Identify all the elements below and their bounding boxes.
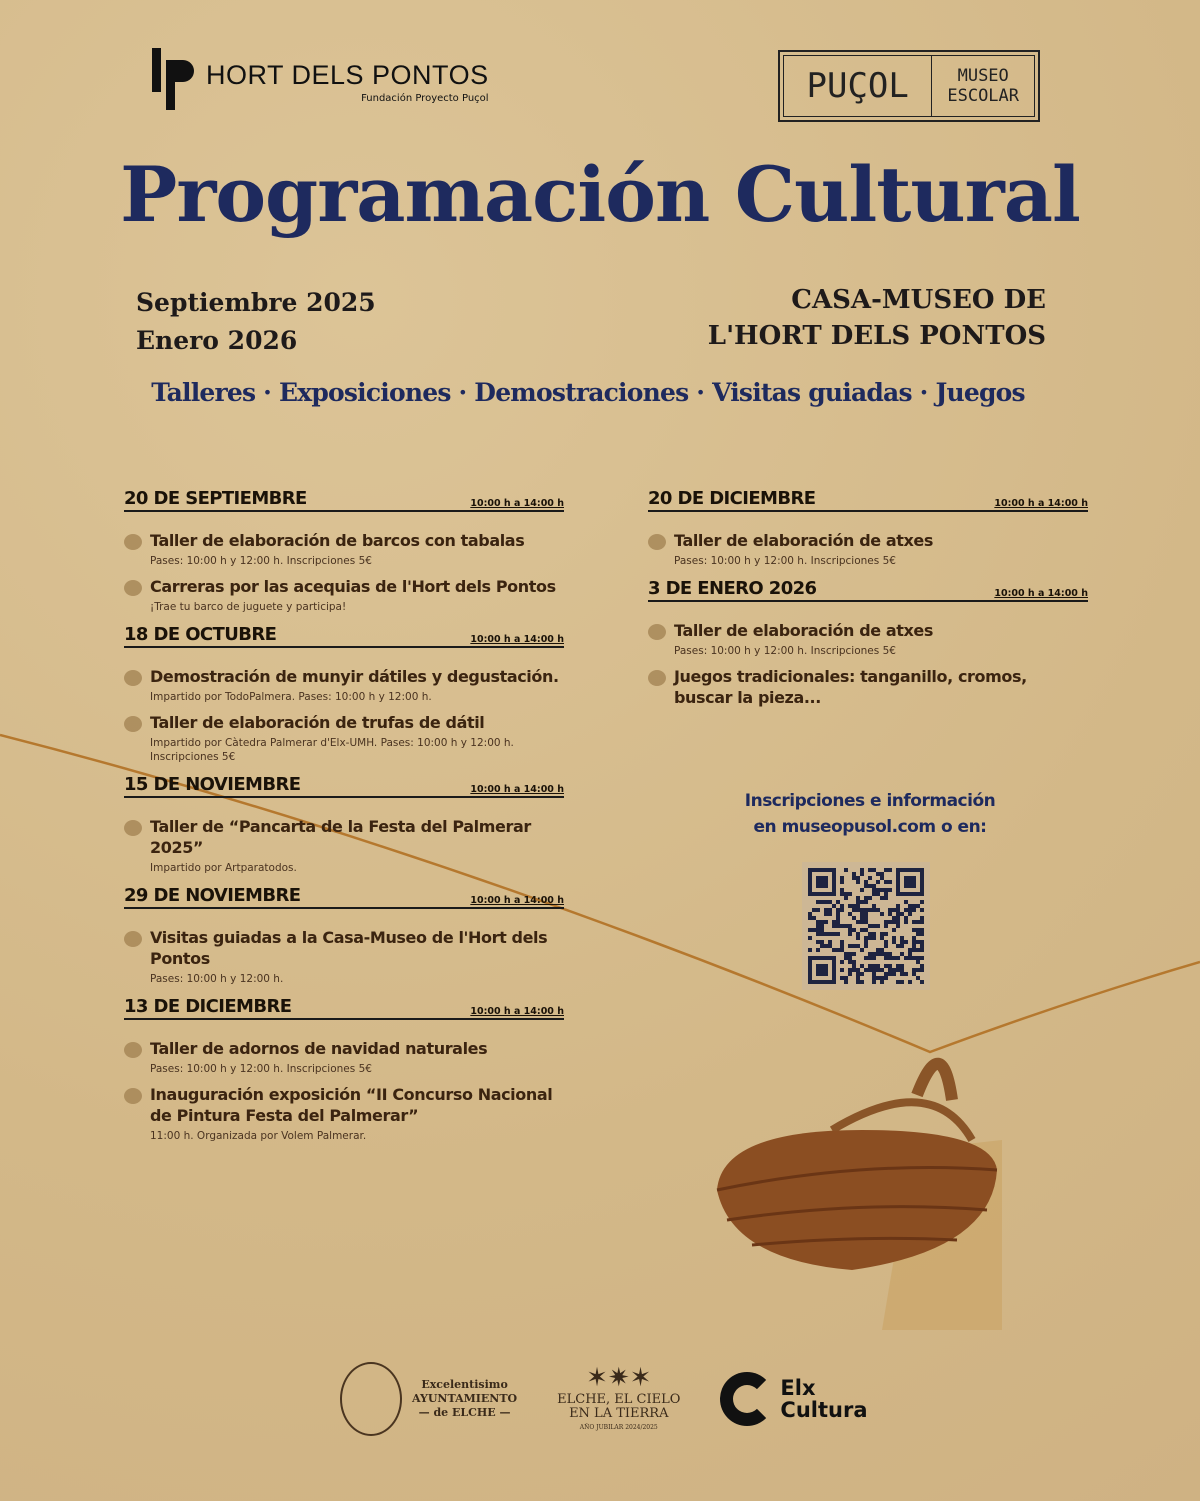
day-date: 3 DE ENERO 2026 <box>648 578 817 599</box>
elche-line3: AÑO JUBILAR 2024/2025 <box>579 1424 658 1431</box>
date-header <box>124 488 564 512</box>
elx-line1: Elx <box>780 1376 816 1400</box>
bullet-icon <box>124 534 142 550</box>
pucol-line1: MUSEO <box>957 65 1009 86</box>
event-name: Demostración de munyir dátiles y degustación. <box>150 667 559 686</box>
qr-code-icon <box>808 868 924 984</box>
elche-line2: EN LA TIERRA <box>569 1406 669 1421</box>
event-detail: Pases: 10:00 h y 12:00 h. Inscripciones 5€ <box>150 555 372 567</box>
event-detail: Impartido por Càtedra Palmerar d'Elx-UMH. Pases: 10:00 h y 12:00 h. Inscripciones 5€ <box>150 737 514 763</box>
hort-dels-pontos-mark-icon <box>152 48 196 110</box>
event-item <box>124 816 564 875</box>
date-end: Enero 2026 <box>136 326 298 355</box>
footer-logos <box>340 1362 868 1436</box>
event-detail: Impartido por Artparatodos. <box>150 862 297 874</box>
day-time: 10:00 h a 14:00 h <box>470 1006 564 1017</box>
info-line1: Inscripciones e información <box>744 791 996 811</box>
pucol-museo-escolar-logo <box>778 50 1040 122</box>
day-time: 10:00 h a 14:00 h <box>994 588 1088 599</box>
day-date: 29 DE NOVIEMBRE <box>124 885 301 906</box>
right-schedule-column <box>648 488 1088 718</box>
event-name: Carreras por las acequias de l'Hort dels Pontos <box>150 577 556 596</box>
day-date: 18 DE OCTUBRE <box>124 624 277 645</box>
bullet-icon <box>124 716 142 732</box>
activity-types: Talleres · Exposiciones · Demostraciones · Visitas guiadas · Juegos <box>151 378 1025 407</box>
event-item <box>648 666 1088 708</box>
basket-image <box>712 1030 1002 1330</box>
date-start: Septiembre 2025 <box>136 288 376 317</box>
date-header <box>124 996 564 1020</box>
day-time: 10:00 h a 14:00 h <box>994 498 1088 509</box>
ayto-line3: — de ELCHE — <box>418 1406 511 1419</box>
event-name: Taller de elaboración de atxes <box>674 621 934 640</box>
ayuntamiento-elche-logo <box>340 1362 517 1436</box>
date-header <box>124 624 564 648</box>
bullet-icon <box>648 624 666 640</box>
schedule-day <box>648 578 1088 708</box>
event-item <box>648 530 1088 568</box>
day-time: 10:00 h a 14:00 h <box>470 784 564 795</box>
schedule-day <box>124 774 564 875</box>
event-detail: Pases: 10:00 h y 12:00 h. Inscripciones 5€ <box>674 645 896 657</box>
pucol-name: PUÇOL <box>784 56 932 116</box>
palm-star-icon: ✶✷✶ <box>586 1363 652 1393</box>
bullet-icon <box>648 670 666 686</box>
event-item <box>124 1084 564 1143</box>
bullet-icon <box>124 1042 142 1058</box>
day-date: 20 DE DICIEMBRE <box>648 488 816 509</box>
event-item <box>124 530 564 568</box>
ayto-line1: Excelentisimo <box>421 1378 508 1391</box>
event-detail: Impartido por TodoPalmera. Pases: 10:00 h y 12:00 h. <box>150 691 432 703</box>
event-name: Taller de adornos de navidad naturales <box>150 1039 488 1058</box>
event-detail: Pases: 10:00 h y 12:00 h. Inscripciones 5€ <box>674 555 896 567</box>
info-line2: en museopusol.com o en: <box>753 817 987 837</box>
schedule-day <box>124 885 564 986</box>
hort-dels-pontos-logo <box>152 48 489 110</box>
elx-line2: Cultura <box>780 1398 868 1422</box>
day-time: 10:00 h a 14:00 h <box>470 895 564 906</box>
day-date: 20 DE SEPTIEMBRE <box>124 488 307 509</box>
event-item <box>124 576 564 614</box>
date-header <box>124 885 564 909</box>
event-detail: Pases: 10:00 h y 12:00 h. Inscripciones 5€ <box>150 1063 372 1075</box>
bullet-icon <box>648 534 666 550</box>
event-detail: ¡Trae tu barco de juguete y participa! <box>150 601 347 613</box>
event-detail: 11:00 h. Organizada por Volem Palmerar. <box>150 1130 367 1142</box>
elx-cultura-logo <box>720 1372 867 1426</box>
hort-dels-pontos-name: HORT DELS PONTOS <box>206 60 489 90</box>
schedule-day <box>648 488 1088 568</box>
event-name: Juegos tradicionales: tanganillo, cromos, buscar la pieza... <box>674 667 1027 707</box>
bullet-icon <box>124 670 142 686</box>
date-header <box>124 774 564 798</box>
event-name: Taller de elaboración de barcos con tabalas <box>150 531 525 550</box>
event-name: Visitas guiadas a la Casa-Museo de l'Hort dels Pontos <box>150 928 548 968</box>
pucol-line2: ESCOLAR <box>947 86 1020 106</box>
venue <box>708 282 1046 354</box>
elche-cielo-logo <box>557 1363 680 1435</box>
left-schedule-column <box>124 488 564 1153</box>
event-name: Inauguración exposición “II Concurso Nacional de Pintura Festa del Palmerar” <box>150 1085 553 1125</box>
day-time: 10:00 h a 14:00 h <box>470 498 564 509</box>
event-detail: Pases: 10:00 h y 12:00 h. <box>150 973 284 985</box>
elche-line1: ELCHE, EL CIELO <box>557 1392 681 1407</box>
elx-cultura-mark-icon <box>720 1372 774 1426</box>
bullet-icon <box>124 820 142 836</box>
day-date: 15 DE NOVIEMBRE <box>124 774 301 795</box>
event-name: Taller de elaboración de trufas de dátil <box>150 713 485 732</box>
venue-line1: CASA-MUSEO DE <box>791 285 1046 315</box>
date-header <box>648 578 1088 602</box>
event-item <box>124 927 564 986</box>
ayto-line2: AYUNTAMIENTO <box>412 1392 518 1405</box>
elche-seal-icon <box>340 1362 402 1436</box>
bullet-icon <box>124 1088 142 1104</box>
event-item <box>124 666 564 704</box>
event-item <box>648 620 1088 658</box>
day-date: 13 DE DICIEMBRE <box>124 996 292 1017</box>
event-name: Taller de “Pancarta de la Festa del Palmerar 2025” <box>150 817 531 857</box>
page-title: Programación Cultural <box>120 150 1080 239</box>
bullet-icon <box>124 580 142 596</box>
schedule-day <box>124 488 564 614</box>
schedule-day <box>124 624 564 764</box>
venue-line2: L'HORT DELS PONTOS <box>707 321 1046 351</box>
registration-info <box>700 788 1040 840</box>
day-time: 10:00 h a 14:00 h <box>470 634 564 645</box>
schedule-day <box>124 996 564 1143</box>
event-item <box>124 712 564 764</box>
event-item <box>124 1038 564 1076</box>
qr-code[interactable] <box>802 862 930 990</box>
bullet-icon <box>124 931 142 947</box>
hort-dels-pontos-subtitle: Fundación Proyecto Puçol <box>361 93 489 104</box>
date-header <box>648 488 1088 512</box>
event-name: Taller de elaboración de atxes <box>674 531 934 550</box>
date-range <box>136 284 376 360</box>
